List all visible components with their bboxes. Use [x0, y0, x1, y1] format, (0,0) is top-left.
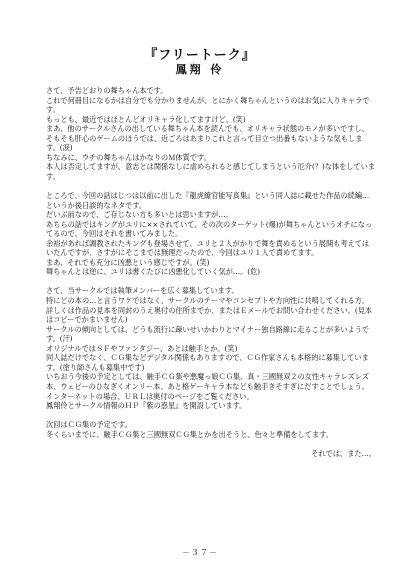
author-name: 鳳翔 伶	[175, 63, 225, 76]
text-line: 舞ちゃんとは逆に、ユリは書くたびに凶悪化していく気が…。(危)	[46, 267, 261, 277]
text-line: あちらの話ではキングがユリに××されていて、その次のターゲット(爆)が舞ちゃんというオチになってるので、今回はそれを書いてみました。	[46, 219, 373, 239]
text-line: サークルの傾向としては、どうも流行に疎いせいかわりとマイナー独自路線に走ることが多いようです。(汗)	[46, 324, 370, 344]
text-line: ところで、今回の話はじつは以前に出した『龍虎繚官能写真集』という同人誌に載せた作品の続編…というか後日談的なネタです。	[46, 191, 370, 210]
text-line: これで何冊目になるかは自分でも分かりませんが、とにかく舞ちゃんというのはお気に入りキャラです。	[46, 95, 370, 115]
body-text	[46, 86, 376, 458]
text-line: さて、当サークルでは執筆メンバーを広く募集しています。	[46, 286, 239, 296]
text-line: 同人誌だけでなく、ＣＧ集などデジタル関係もありますので、ＣＧ作家さんも本格的に募集しています。(塗り師さんも募集中です)	[46, 353, 369, 372]
text-line: さて、予告どおりの舞ちゃん本です。	[46, 86, 168, 95]
closing-line: それでは、また…。	[311, 448, 376, 458]
text-line: だいぶ前なので、ご存じない方も多いとは思いますが…。	[46, 210, 233, 220]
text-line: 冬くらいまでに、触手ＣＧ集と三國無双ＣＧ集とかを出そうと、色々と準備をしてます。	[46, 429, 333, 439]
text-line: いちおう今後の予定としては、触手ＣＧ集や悪魔っ娘ＣＧ集、真・三國無双２の女性キャラレズレズ本、ウェビーのひなぎくオンリー本、あと格ゲーキャラ本なども触手きそすぎにだすことでしょう。	[46, 372, 370, 391]
page-number: －３７－	[182, 548, 218, 557]
text-line: もっとも、最近ではほとんどオリキャラ化してますけど。(笑)	[46, 114, 246, 124]
text-line: 余裕があれば調教されたキングも登場させて、ユリと２人がかりで舞を責めるという展開も考えてはいたんですが、さすがにそこまでは無理だったので、今回はユリ１人で責めてます。	[46, 238, 370, 258]
text-line: オリジナルではＳＦやファンタジー、あとは触手とか。(笑)	[46, 343, 238, 353]
text-line: 鳳翔伶とサークル情報のＨＰ『紫の惑星』を開設しています。	[46, 401, 247, 411]
text-line: 本人は否定してますが、意志とは関係なしに虐められると感じてしまうという厄介(？)な体をしています。	[46, 162, 376, 181]
text-line: まあ、それでも充分に凶悪という感じですが。(笑)	[46, 257, 210, 267]
text-line: ちなみに、ウチの舞ちゃんはかなりのＭ体質です。	[46, 152, 211, 162]
page-title: 『フリートーク』	[144, 48, 256, 63]
text-line: 特にどの本の…と言うワケではなく、サークルのテーマやコンセプトや方向性に共鳴してくれる方。	[46, 296, 370, 306]
text-line: 次回はＣＧ集の予定です。	[46, 420, 132, 430]
text-line: まあ、他のサークルさんの出している舞ちゃん本を読んでも、オリキャラ状態のモノが多いですし、そもそも肝心のゲームのほうでは、近ごろはあまりこれと言って目立つ出番もないような気もします。(涙)	[46, 124, 369, 153]
text-line: 詳しくは作品の見本を同封のうえ奥付の住所までか、またはＥメールでお問い合わせください。(見本はコピーでかまいません)	[46, 305, 373, 325]
text-line: インターネットの場合、ＵＲＬは奥付のページをご覧ください。	[46, 391, 254, 401]
